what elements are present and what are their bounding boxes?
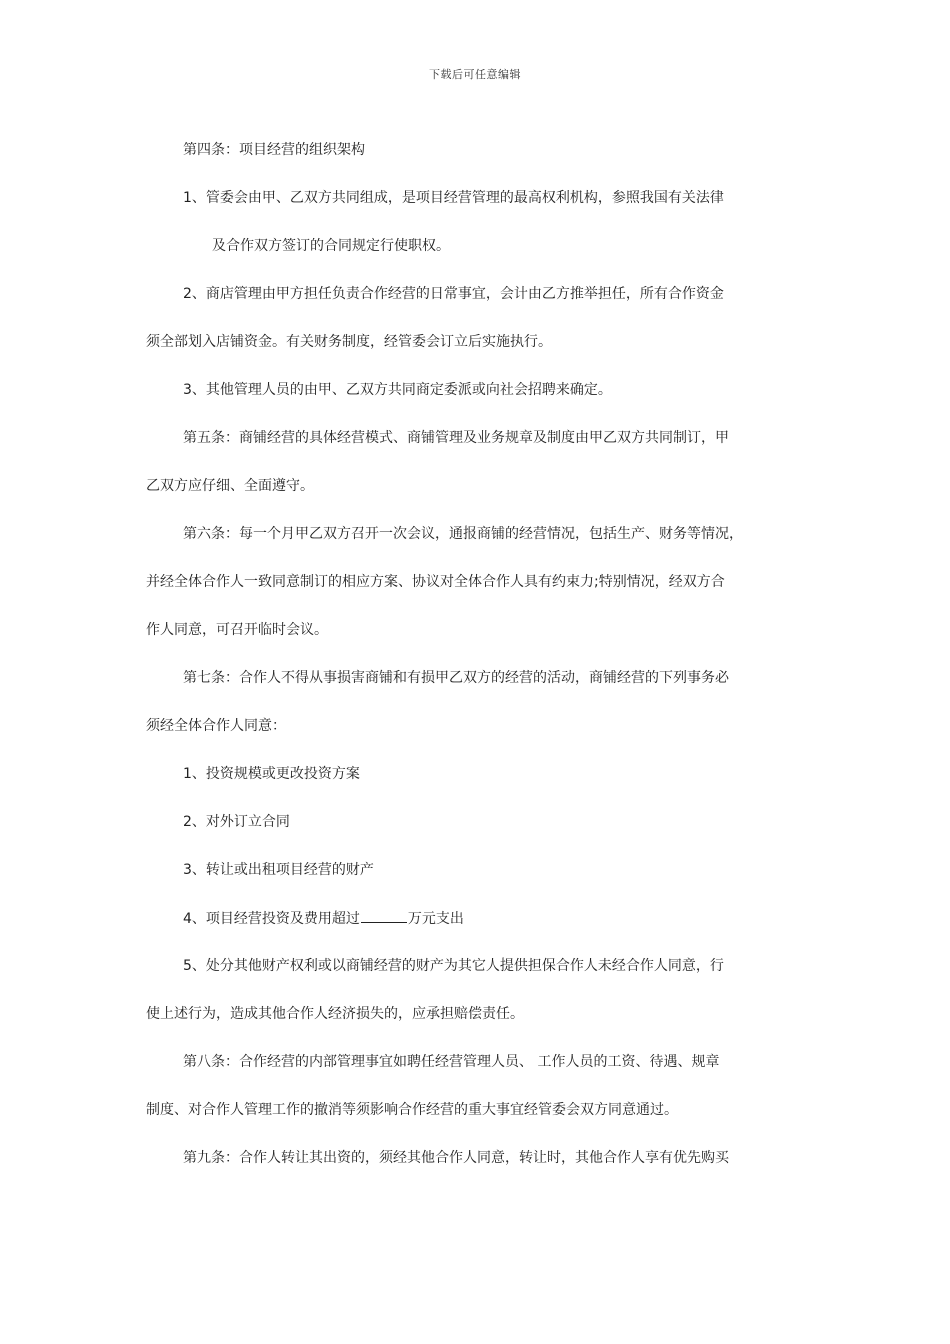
article-8-line-2: 制度、对合作人管理工作的撤消等须影响合作经营的重大事宜经管委会双方同意通过。 [146,1102,678,1118]
article-6-line-1: 第六条：每一个月甲乙双方召开一次会议，通报商铺的经营情况，包括生产、财务等情况， [183,526,743,542]
page-header: 下载后可任意编辑 [429,68,521,81]
article-7-item-4-after: 万元支出 [407,911,464,927]
article-5-line-2: 乙双方应仔细、全面遵守。 [146,478,314,494]
article-4-item-2-line-2: 须全部划入店铺资金。有关财务制度，经管委会订立后实施执行。 [146,334,552,350]
amount-blank [361,906,407,923]
article-4-item-2-line-1: 2、商店管理由甲方担任负责合作经营的日常事宜，会计由乙方推举担任，所有合作资金 [183,286,724,302]
article-7-item-5-line-2: 使上述行为，造成其他合作人经济损失的，应承担赔偿责任。 [146,1006,524,1022]
article-4-item-3: 3、其他管理人员的由甲、乙双方共同商定委派或向社会招聘来确定。 [183,382,612,398]
article-7-line-1: 第七条：合作人不得从事损害商铺和有损甲乙双方的经营的活动，商铺经营的下列事务必 [183,670,729,686]
document-body [146,138,810,1194]
article-5-line-1: 第五条：商铺经营的具体经营模式、商铺管理及业务规章及制度由甲乙双方共同制订，甲 [183,430,729,446]
article-7-item-1: 1、投资规模或更改投资方案 [183,766,360,782]
article-7-item-5-line-1: 5、处分其他财产权利或以商铺经营的财产为其它人提供担保合作人未经合作人同意，行 [183,958,724,974]
article-7-item-4-before: 4、项目经营投资及费用超过 [183,911,360,927]
article-6-line-3: 作人同意，可召开临时会议。 [146,622,328,638]
article-7-item-2: 2、对外订立合同 [183,814,290,830]
article-7-line-2: 须经全体合作人同意： [146,718,286,734]
article-4-item-1-line-2: 及合作双方签订的合同规定行使职权。 [212,238,450,254]
article-6-line-2: 并经全体合作人一致同意制订的相应方案、协议对全体合作人具有约束力;特别情况，经双方合 [146,574,725,590]
article-9-line-1: 第九条：合作人转让其出资的，须经其他合作人同意，转让时，其他合作人享有优先购买 [183,1150,729,1166]
article-4-title: 第四条：项目经营的组织架构 [183,142,365,158]
article-7-item-4 [146,906,810,930]
article-8-line-1: 第八条：合作经营的内部管理事宜如聘任经营管理人员、 工作人员的工资、待遇、规章 [183,1054,720,1070]
article-7-item-3: 3、转让或出租项目经营的财产 [183,862,374,878]
article-4-item-1-line-1: 1、管委会由甲、乙双方共同组成，是项目经营管理的最高权利机构，参照我国有关法律 [183,190,724,206]
